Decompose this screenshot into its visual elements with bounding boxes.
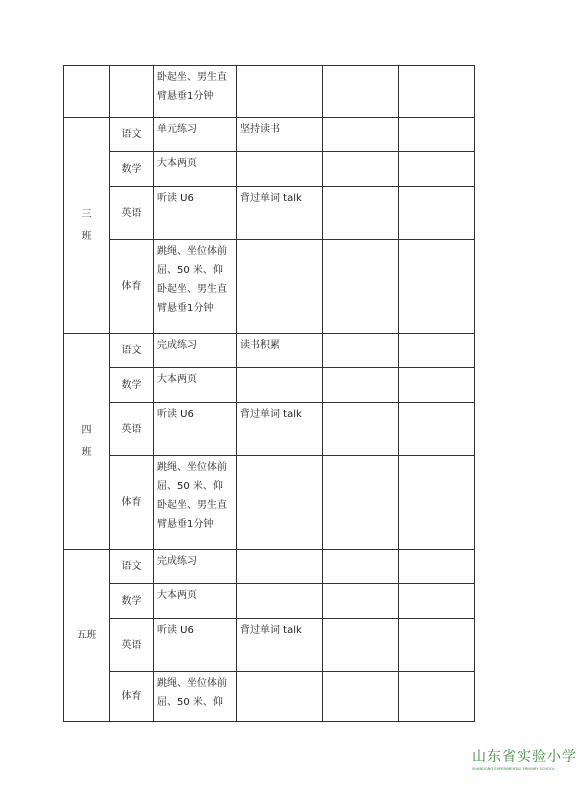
empty-cell [399, 550, 475, 584]
task-cell: 听读 U6 [154, 619, 237, 672]
subject-cell: 数学 [110, 368, 154, 403]
subject-cell: 语文 [110, 550, 154, 584]
extra-cell [237, 368, 323, 403]
table-row [64, 118, 475, 152]
extra-cell: 背过单词 talk [237, 619, 323, 672]
subject-cell: 体育 [110, 672, 154, 722]
task-cell: 大本两页 [154, 584, 237, 619]
table-row [64, 550, 475, 584]
table-row [64, 456, 475, 550]
task-cell: 单元练习 [154, 118, 237, 152]
table-row [64, 368, 475, 403]
extra-cell: 背过单词 talk [237, 187, 323, 240]
subject-cell: 英语 [110, 403, 154, 456]
task-cell [154, 66, 237, 118]
task-cell: 完成练习 [154, 550, 237, 584]
empty-cell [399, 152, 475, 187]
extra-cell: 坚持读书 [237, 118, 323, 152]
extra-cell [237, 66, 323, 118]
task-cell: 跳绳、坐位体前 屈、50 米、仰 卧起坐、男生直 臂悬垂1分钟 [154, 456, 237, 550]
subject-cell: 体育 [110, 240, 154, 334]
class-name: 四 [81, 424, 92, 436]
empty-cell [323, 584, 399, 619]
table-row [64, 334, 475, 368]
empty-cell [323, 118, 399, 152]
empty-cell [399, 672, 475, 722]
table-row [64, 187, 475, 240]
empty-cell [399, 118, 475, 152]
subject-cell: 英语 [110, 619, 154, 672]
class-name: 班 [81, 446, 92, 458]
table-row [64, 152, 475, 187]
table-row [64, 672, 475, 722]
subject-cell: 语文 [110, 334, 154, 368]
empty-cell [399, 66, 475, 118]
subject-cell: 数学 [110, 584, 154, 619]
extra-cell [237, 456, 323, 550]
empty-cell [323, 187, 399, 240]
empty-cell [323, 456, 399, 550]
class-name: 五班 [76, 629, 97, 641]
table-row [64, 403, 475, 456]
empty-cell [399, 240, 475, 334]
empty-cell [323, 403, 399, 456]
school-logo-english: SHANDONG EXPERIMENTAL PRIMARY SCHOOL [472, 767, 555, 771]
empty-cell [323, 619, 399, 672]
extra-cell [237, 672, 323, 722]
class-name-cell [64, 118, 110, 334]
subject-cell: 体育 [110, 456, 154, 550]
empty-cell [323, 334, 399, 368]
subject-cell: 英语 [110, 187, 154, 240]
school-logo-chinese: 山东省实验小学 [472, 749, 577, 765]
table-row [64, 584, 475, 619]
extra-cell [237, 152, 323, 187]
task-cell: 大本两页 [154, 368, 237, 403]
task-cell: 听读 U6 [154, 187, 237, 240]
table-row [64, 240, 475, 334]
empty-cell [323, 672, 399, 722]
empty-cell [323, 550, 399, 584]
task-cell: 完成练习 [154, 334, 237, 368]
empty-cell [323, 66, 399, 118]
task-line: 卧起坐、男生直 [157, 72, 227, 83]
school-logo [472, 748, 577, 782]
empty-cell [323, 368, 399, 403]
extra-cell [237, 584, 323, 619]
extra-cell: 读书积累 [237, 334, 323, 368]
empty-cell [399, 368, 475, 403]
class-name-cell [64, 550, 110, 722]
empty-cell [399, 334, 475, 368]
empty-cell [399, 456, 475, 550]
subject-cell [110, 66, 154, 118]
subject-cell: 语文 [110, 118, 154, 152]
empty-cell [399, 187, 475, 240]
class-cell [64, 66, 110, 118]
subject-cell: 数学 [110, 152, 154, 187]
empty-cell [323, 240, 399, 334]
extra-cell: 背过单词 talk [237, 403, 323, 456]
empty-cell [399, 619, 475, 672]
empty-cell [399, 584, 475, 619]
extra-cell [237, 240, 323, 334]
extra-cell [237, 550, 323, 584]
class-name-cell [64, 334, 110, 550]
task-cell: 跳绳、坐位体前 屈、50 米、仰 [154, 672, 237, 722]
table-row [64, 66, 475, 118]
empty-cell [323, 152, 399, 187]
task-cell: 听读 U6 [154, 403, 237, 456]
task-cell: 大本两页 [154, 152, 237, 187]
task-line: 臂悬垂1分钟 [157, 91, 214, 102]
empty-cell [399, 403, 475, 456]
table-row [64, 619, 475, 672]
class-name: 班 [81, 230, 92, 242]
homework-table [63, 65, 475, 722]
class-name: 三 [81, 208, 92, 220]
task-cell: 跳绳、坐位体前 屈、50 米、仰 卧起坐、男生直 臂悬垂1分钟 [154, 240, 237, 334]
